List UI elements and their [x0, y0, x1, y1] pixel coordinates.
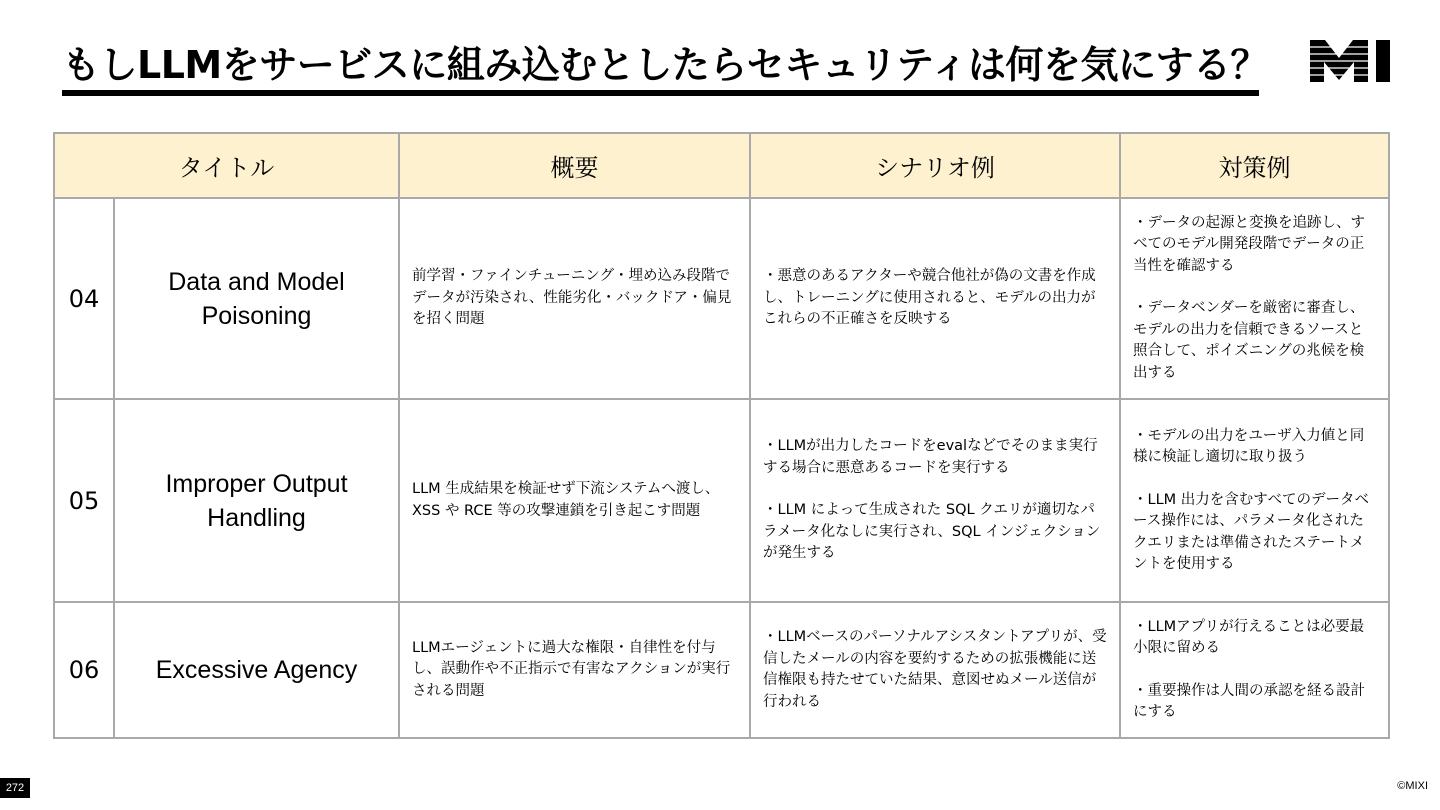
countermeasure-text: ・モデルの出力をユーザ入力値と同様に検証し適切に取り扱う [1133, 427, 1365, 465]
risk-name [114, 198, 399, 399]
scenario-text: ・LLMベースのパーソナルアシスタントアプリが、受信したメールの内容を要約するための拡張機能に送信権限も持たせていた結果、意図せぬメール送信が行われる [763, 629, 1107, 710]
header-title: タイトル [54, 133, 399, 198]
countermeasure-text: ・データベンダーを厳密に審査し、モデルの出力を信頼できるソースと照合して、ポイズニングの兆候を検出する [1133, 300, 1365, 381]
header-overview: 概要 [399, 133, 750, 198]
countermeasure-text: ・重要操作は人間の承認を経る設計にする [1133, 682, 1365, 720]
copyright-notice: ©MIXI [1397, 780, 1428, 792]
overview-text: LLMエージェントに過大な権限・自律性を付与し、誤動作や不正指示で有害なアクションが実行される問題 [412, 639, 731, 699]
overview-cell [399, 399, 750, 602]
row-number: 04 [54, 198, 114, 399]
overview-text: LLM 生成結果を検証せず下流システムへ渡し、XSS や RCE 等の攻撃連鎖を引き起こす問題 [412, 481, 720, 519]
risk-name [114, 399, 399, 602]
overview-cell [399, 198, 750, 399]
overview-text: 前学習・ファインチューニング・埋め込み段階でデータが汚染され、性能劣化・バックドア・偏見を招く問題 [412, 268, 732, 328]
table-row [54, 602, 1389, 738]
risk-name-line: Poisoning [201, 301, 312, 330]
countermeasure-text: ・LLMアプリが行えることは必要最小限に留める [1133, 618, 1365, 656]
countermeasure-text: ・データの起源と変換を追跡し、すべてのモデル開発段階でデータの正当性を確認する [1133, 214, 1365, 274]
risk-name-line: Improper Output [165, 469, 348, 498]
scenario-text: ・LLM によって生成された SQL クエリが適切なパラメータ化なしに実行され、SQL インジェクションが発生する [763, 502, 1101, 562]
row-number: 06 [54, 602, 114, 738]
risk-name [114, 602, 399, 738]
table-row [54, 198, 1389, 399]
overview-cell [399, 602, 750, 738]
scenario-text: ・悪意のあるアクターや競合他社が偽の文書を作成し、トレーニングに使用されると、モデルの出力がこれらの不正確さを反映する [763, 268, 1096, 328]
countermeasure-cell [1120, 602, 1389, 738]
risk-name-line: Data and Model [168, 267, 345, 296]
table-row [54, 399, 1389, 602]
header-countermeasure: 対策例 [1120, 133, 1389, 198]
scenario-cell [750, 198, 1120, 399]
security-risk-table [53, 132, 1390, 739]
countermeasure-cell [1120, 198, 1389, 399]
slide-title: もしLLMをサービスに組み込むとしたらセキュリティは何を気にする？ [62, 43, 1268, 87]
risk-name-line: Handling [207, 503, 306, 532]
risk-name-line: Excessive Agency [155, 656, 358, 684]
page-number: 272 [0, 778, 30, 798]
header-scenario: シナリオ例 [750, 133, 1120, 198]
title-underline [62, 90, 1259, 96]
row-number: 05 [54, 399, 114, 602]
mixi-logo [1310, 40, 1402, 82]
scenario-cell [750, 602, 1120, 738]
table-header-row [54, 133, 1389, 198]
countermeasure-text: ・LLM 出力を含むすべてのデータベース操作には、パラメータ化されたクエリまたは準備されたステートメントを使用する [1133, 491, 1369, 572]
scenario-text: ・LLMが出力したコードをevalなどでそのまま実行する場合に悪意あるコードを実行する [763, 438, 1098, 476]
countermeasure-cell [1120, 399, 1389, 602]
scenario-cell [750, 399, 1120, 602]
